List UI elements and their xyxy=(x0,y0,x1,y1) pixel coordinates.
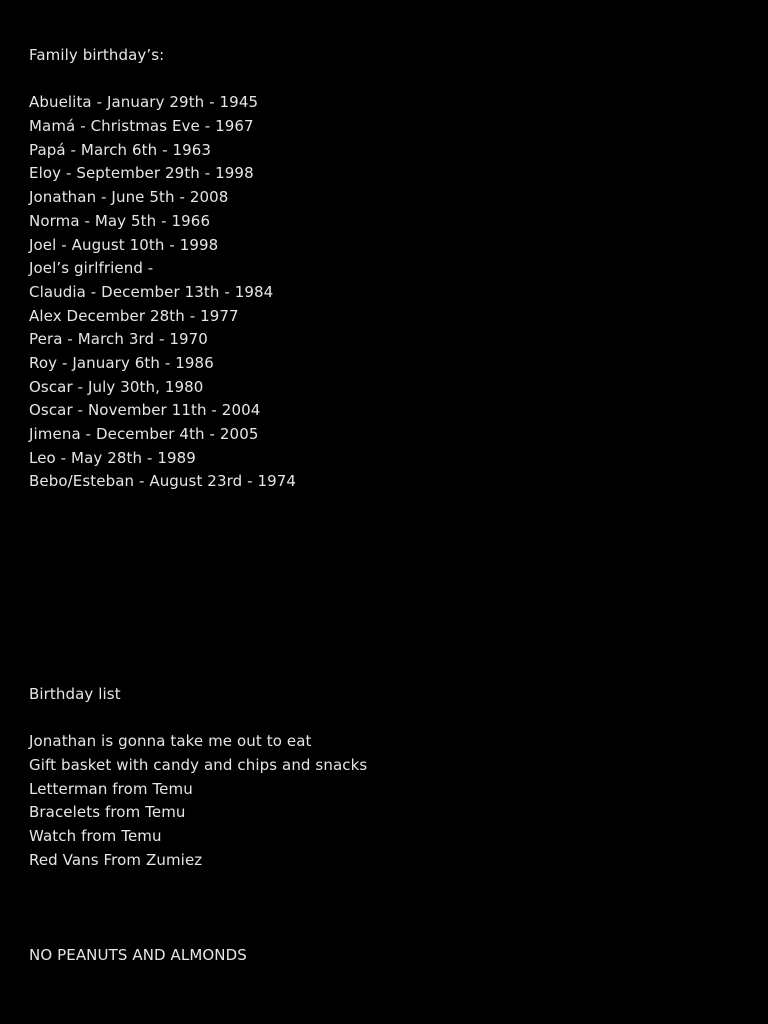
family-birthdays-list xyxy=(29,91,748,494)
list-item: Alex December 28th - 1977 xyxy=(29,306,239,325)
list-item: Roy - January 6th - 1986 xyxy=(29,353,214,372)
list-item: Jonathan - June 5th - 2008 xyxy=(29,188,229,207)
list-item: Eloy - September 29th - 1998 xyxy=(29,164,254,183)
list-item: Watch from Temu xyxy=(29,827,162,846)
birthday-list-section xyxy=(29,683,748,873)
list-item: Joel - August 10th - 1998 xyxy=(29,235,219,254)
list-item: Mamá - Christmas Eve - 1967 xyxy=(29,117,254,136)
list-item: Bracelets from Temu xyxy=(29,803,186,822)
list-item: Gift basket with candy and chips and snacks xyxy=(29,756,368,775)
list-item: Pera - March 3rd - 1970 xyxy=(29,330,208,349)
list-item: Red Vans From Zumiez xyxy=(29,850,203,869)
list-item: Leo - May 28th - 1989 xyxy=(29,448,196,467)
list-item: Papá - March 6th - 1963 xyxy=(29,140,212,159)
list-item: Oscar - July 30th, 1980 xyxy=(29,377,204,396)
list-item: Letterman from Temu xyxy=(29,779,193,798)
allergy-note-section xyxy=(29,944,748,968)
list-item: Claudia - December 13th - 1984 xyxy=(29,282,274,301)
list-item: Abuelita - January 29th - 1945 xyxy=(29,93,259,112)
family-birthdays-section xyxy=(29,44,748,494)
list-item: Jimena - December 4th - 2005 xyxy=(29,425,259,443)
list-item: Oscar - November 11th - 2004 xyxy=(29,401,261,420)
birthday-list xyxy=(29,730,748,872)
family-birthdays-heading: Family birthday’s: xyxy=(29,46,165,64)
allergy-note: NO PEANUTS AND ALMONDS xyxy=(29,946,247,964)
list-item: Jonathan is gonna take me out to eat xyxy=(29,732,312,751)
list-item: Bebo/Esteban - August 23rd - 1974 xyxy=(29,472,297,491)
list-item: Norma - May 5th - 1966 xyxy=(29,211,211,230)
list-item: Joel’s girlfriend - xyxy=(29,259,154,278)
birthday-list-heading: Birthday list xyxy=(29,685,121,703)
